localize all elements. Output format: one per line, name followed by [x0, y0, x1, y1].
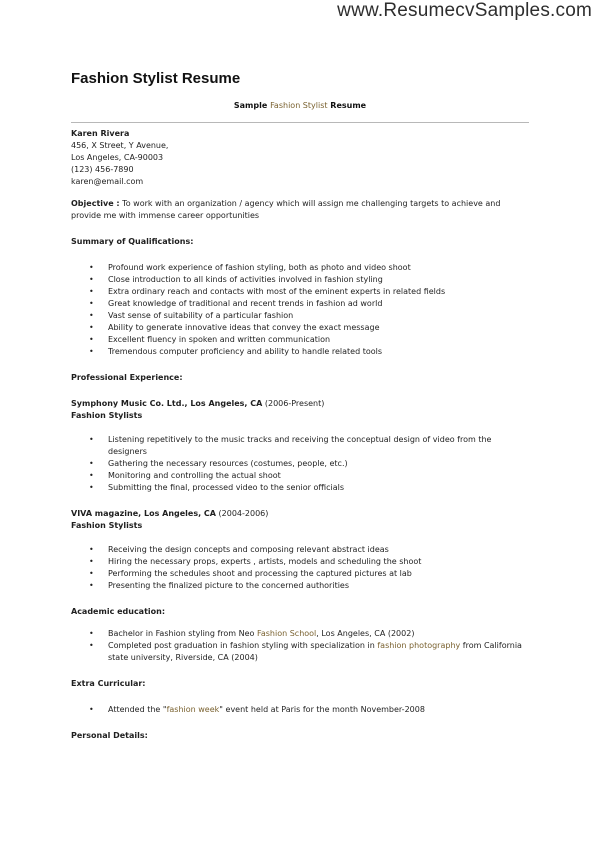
education-list: [71, 628, 531, 664]
contact-block: [71, 128, 531, 188]
job-1-list: [71, 434, 531, 494]
list-item: • Listening repetitively to the music tracks and receiving the conceptual design of video from the designers: [71, 434, 531, 458]
contact-address-line1: 456, X Street, Y Avenue,: [71, 141, 169, 150]
qualifications-list: [71, 262, 531, 358]
qualifications-heading: Summary of Qualifications:: [71, 237, 194, 246]
experience-heading: Professional Experience:: [71, 373, 183, 382]
fashion-week-link[interactable]: fashion week: [166, 705, 220, 714]
list-item: • Excellent fluency in spoken and written communication: [71, 334, 531, 346]
personal-heading: Personal Details:: [71, 731, 148, 740]
job-1-header: [71, 398, 531, 410]
list-item: • Submitting the final, processed video to the senior officials: [71, 482, 531, 494]
contact-address-line2: Los Angeles, CA-90003: [71, 153, 164, 162]
job-2-header: [71, 508, 531, 520]
job-1-role: Fashion Stylists: [71, 411, 143, 420]
list-item: • Bachelor in Fashion styling from Neo Fashion School, Los Angeles, CA (2002): [71, 628, 531, 640]
list-item: • Performing the schedules shoot and processing the captured pictures at lab: [71, 568, 531, 580]
job-2-list: [71, 544, 531, 592]
list-item: • Extra ordinary reach and contacts with most of the eminent experts in related fields: [71, 286, 531, 298]
list-item: • Tremendous computer proficiency and ability to handle related tools: [71, 346, 531, 358]
list-item: • Gathering the necessary resources (costumes, people, etc.): [71, 458, 531, 470]
job-2-company: VIVA magazine, Los Angeles, CA: [71, 509, 216, 518]
job-2-dates: (2004-2006): [216, 509, 269, 518]
list-item: • Presenting the finalized picture to the concerned authorities: [71, 580, 531, 592]
extra-heading: Extra Curricular:: [71, 679, 146, 688]
list-item: • Ability to generate innovative ideas that convey the exact message: [71, 322, 531, 334]
contact-phone: (123) 456-7890: [71, 165, 134, 174]
divider: [71, 122, 529, 123]
subtitle-link[interactable]: Fashion Stylist: [270, 101, 328, 110]
list-item: • Great knowledge of traditional and recent trends in fashion ad world: [71, 298, 531, 310]
list-item: • Vast sense of suitability of a particular fashion: [71, 310, 531, 322]
list-item: • Monitoring and controlling the actual shoot: [71, 470, 531, 482]
fashion-photography-link[interactable]: fashion photography: [377, 641, 461, 650]
job-1-dates: (2006-Present): [262, 399, 325, 408]
contact-email: karen@email.com: [71, 177, 144, 186]
list-item: • Close introduction to all kinds of activities involved in fashion styling: [71, 274, 531, 286]
objective-label: Objective :: [71, 199, 120, 208]
objective: [71, 198, 531, 222]
subtitle-suffix: Resume: [330, 101, 367, 110]
page-title: Fashion Stylist Resume: [71, 70, 241, 87]
list-item: • Receiving the design concepts and composing relevant abstract ideas: [71, 544, 531, 556]
subtitle-prefix: Sample: [233, 101, 268, 110]
extra-list: [71, 704, 531, 716]
list-item: • Profound work experience of fashion styling, both as photo and video shoot: [71, 262, 531, 274]
contact-name: Karen Rivera: [71, 129, 130, 138]
objective-text: To work with an organization / agency which will assign me challenging targets to achieve and provide me with immense career opportunities: [71, 199, 501, 220]
job-2-role: Fashion Stylists: [71, 521, 143, 530]
subtitle: [0, 101, 600, 110]
list-item: • Attended the "fashion week" event held at Paris for the month November-2008: [71, 704, 531, 716]
fashion-school-link[interactable]: Fashion School: [256, 629, 317, 638]
site-url[interactable]: www.ResumecvSamples.com: [337, 0, 592, 21]
list-item: • Hiring the necessary props, experts , artists, models and scheduling the shoot: [71, 556, 531, 568]
resume-body: [71, 128, 531, 742]
job-1-company: Symphony Music Co. Ltd., Los Angeles, CA: [71, 399, 263, 408]
education-heading: Academic education:: [71, 607, 166, 616]
list-item: • Completed post graduation in fashion styling with specialization in fashion photography from California state university, Riverside, CA (2004): [71, 640, 531, 664]
